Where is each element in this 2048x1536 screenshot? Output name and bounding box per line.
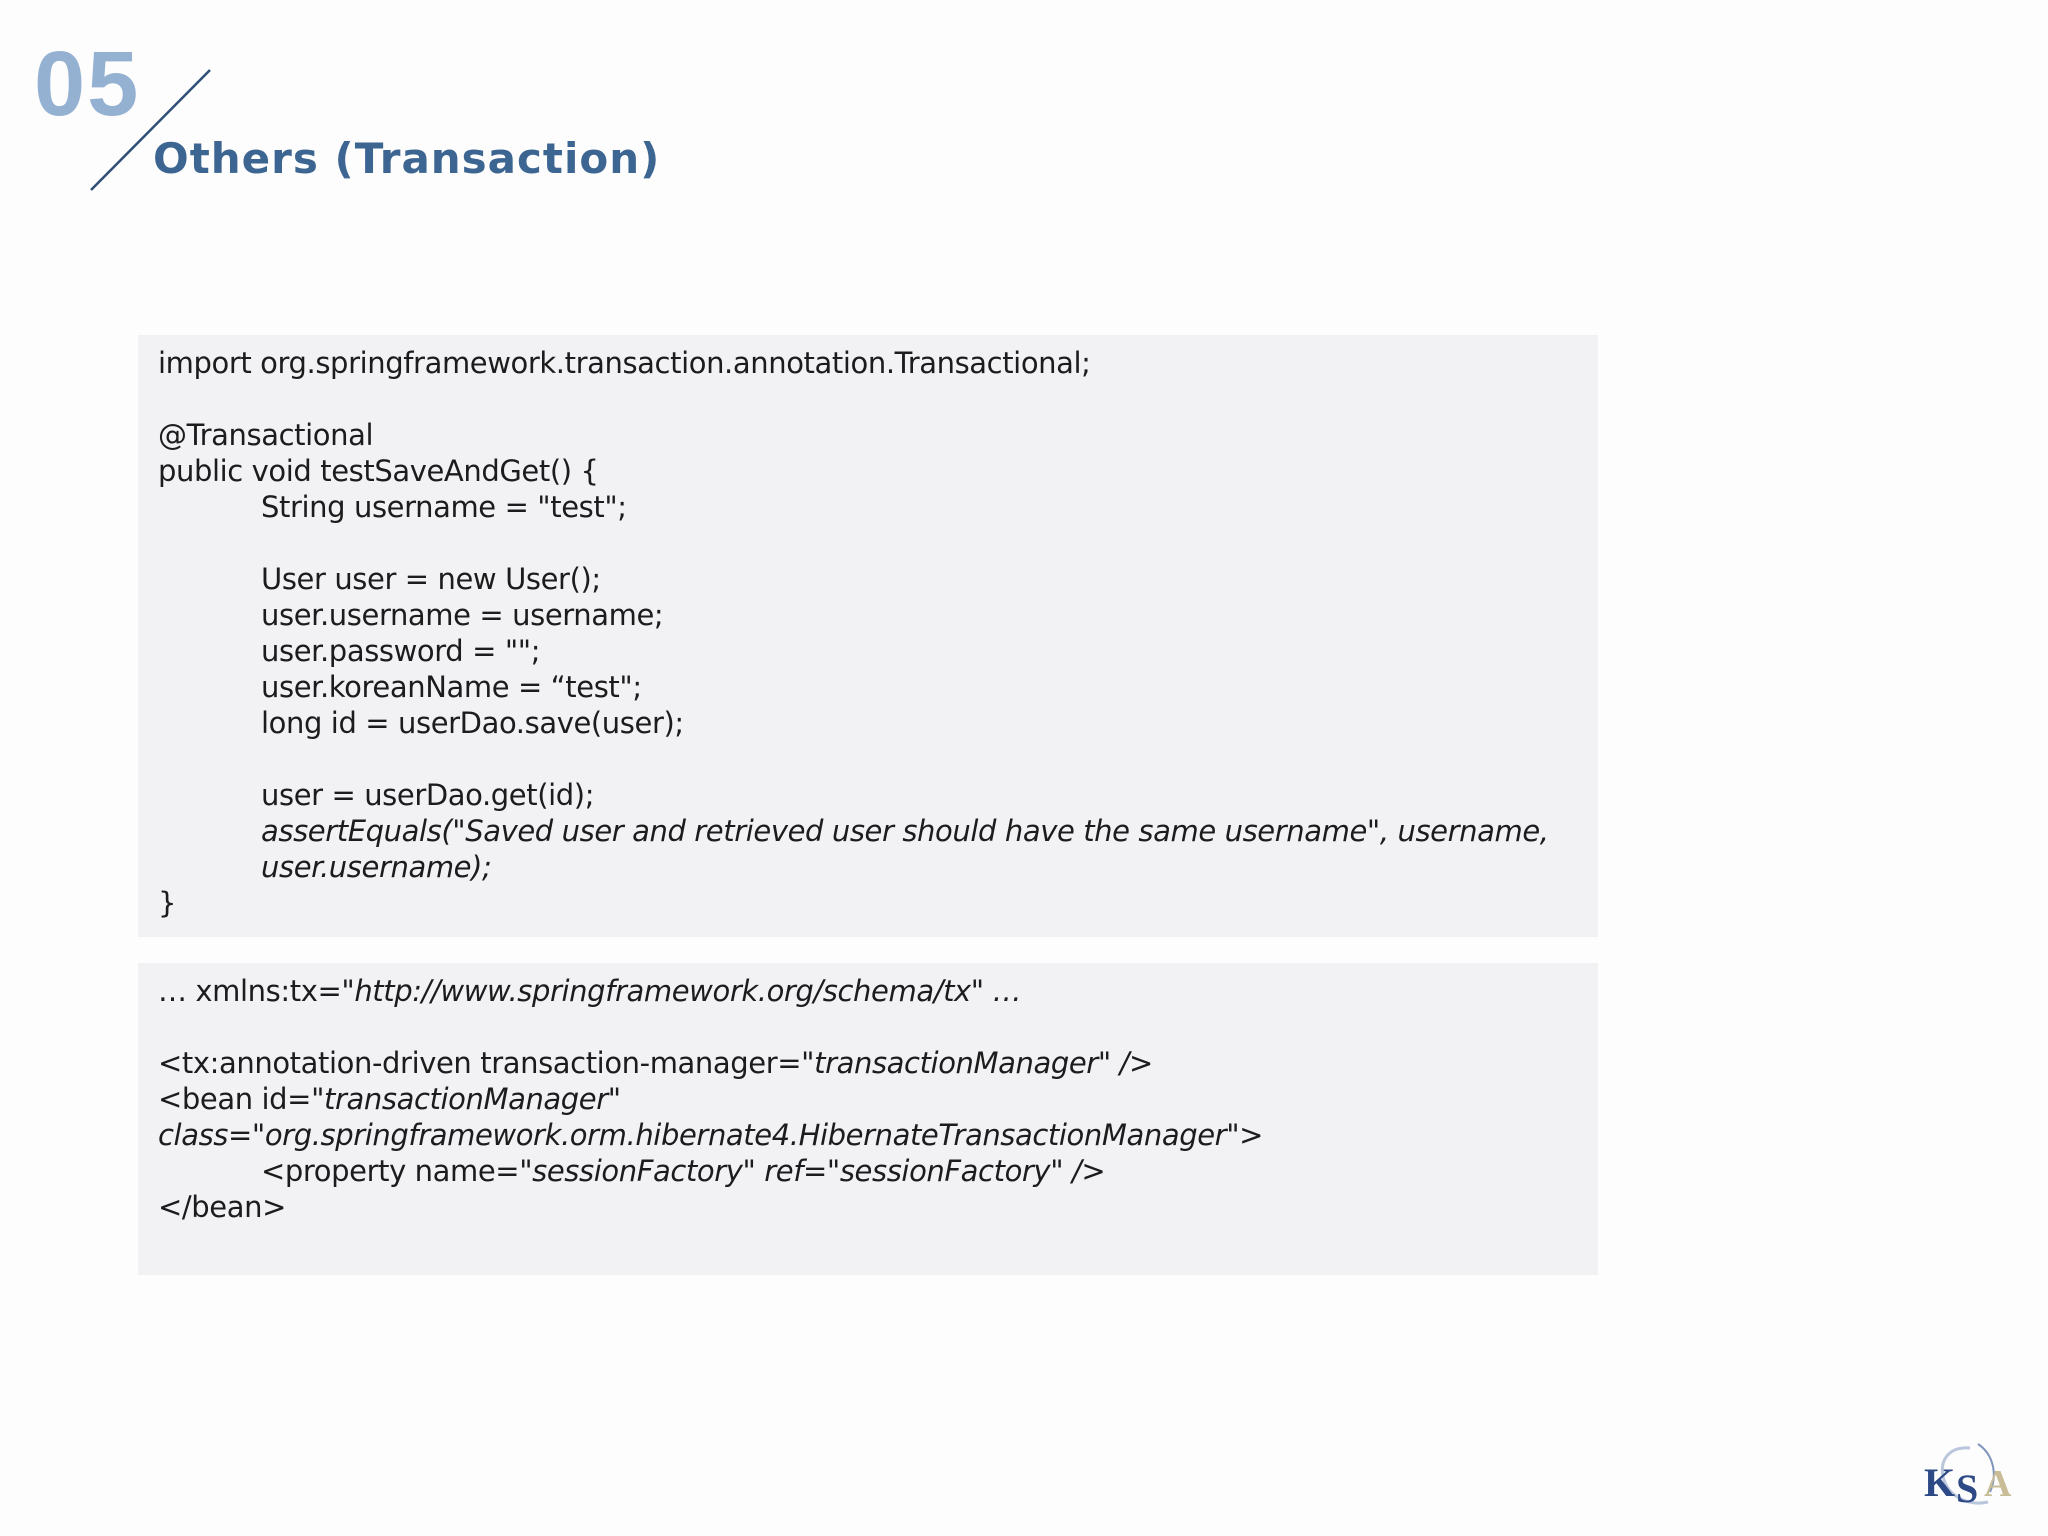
- code-line: [158, 1009, 1578, 1045]
- code-line: user.koreanName = “test";: [261, 670, 642, 704]
- code-line: long id = userDao.save(user);: [261, 706, 684, 740]
- xml-config-block: [138, 963, 1598, 1275]
- java-code-block: [138, 335, 1598, 937]
- code-line: user.username = username;: [261, 598, 664, 632]
- code-text: "transactionManager": [311, 1082, 621, 1116]
- code-line: @Transactional: [158, 418, 374, 452]
- code-line: user = userDao.get(id);: [261, 778, 595, 812]
- section-number: 05: [34, 33, 141, 135]
- code-text: >: [1239, 1118, 1264, 1152]
- code-line: [158, 1081, 1578, 1117]
- code-text: "sessionFactory" ref="sessionFactory" />: [519, 1154, 1106, 1188]
- code-line: [158, 1117, 1578, 1153]
- code-line: user.username);: [261, 850, 492, 884]
- logo-s: S: [1956, 1466, 1979, 1511]
- code-text: <tx:annotation-driven transaction-manager=: [158, 1046, 802, 1080]
- code-line: user.password = "";: [261, 634, 541, 668]
- code-line: [158, 525, 1578, 561]
- logo-k: K: [1924, 1460, 1956, 1505]
- logo-a: A: [1984, 1463, 2012, 1505]
- code-line: import org.springframework.transaction.annotation.Transactional;: [158, 346, 1091, 380]
- code-line: [158, 1153, 1578, 1189]
- code-text: "http://www.springframework.org/schema/tx" …: [341, 974, 1022, 1008]
- code-line: [158, 1045, 1578, 1081]
- code-line: </bean>: [158, 1190, 286, 1224]
- code-text: <bean id=: [158, 1082, 312, 1116]
- code-line: User user = new User();: [261, 562, 601, 596]
- code-text: <property name=: [261, 1154, 520, 1188]
- code-line: }: [158, 886, 177, 920]
- code-line: String username = "test";: [261, 490, 627, 524]
- code-line: [158, 381, 1578, 417]
- code-line: public void testSaveAndGet() {: [158, 454, 599, 488]
- code-text: "transactionManager" />: [801, 1046, 1153, 1080]
- code-line: assertEquals("Saved user and retrieved user should have the same username", username,: [261, 814, 1549, 848]
- code-line: [158, 741, 1578, 777]
- page-title: Others (Transaction): [153, 134, 661, 183]
- code-line: [158, 973, 1578, 1009]
- ksa-logo: [1918, 1440, 2018, 1514]
- code-text: class="org.springframework.orm.hibernate4.HibernateTransactionManager": [158, 1118, 1240, 1152]
- code-text: … xmlns:tx=: [158, 974, 342, 1008]
